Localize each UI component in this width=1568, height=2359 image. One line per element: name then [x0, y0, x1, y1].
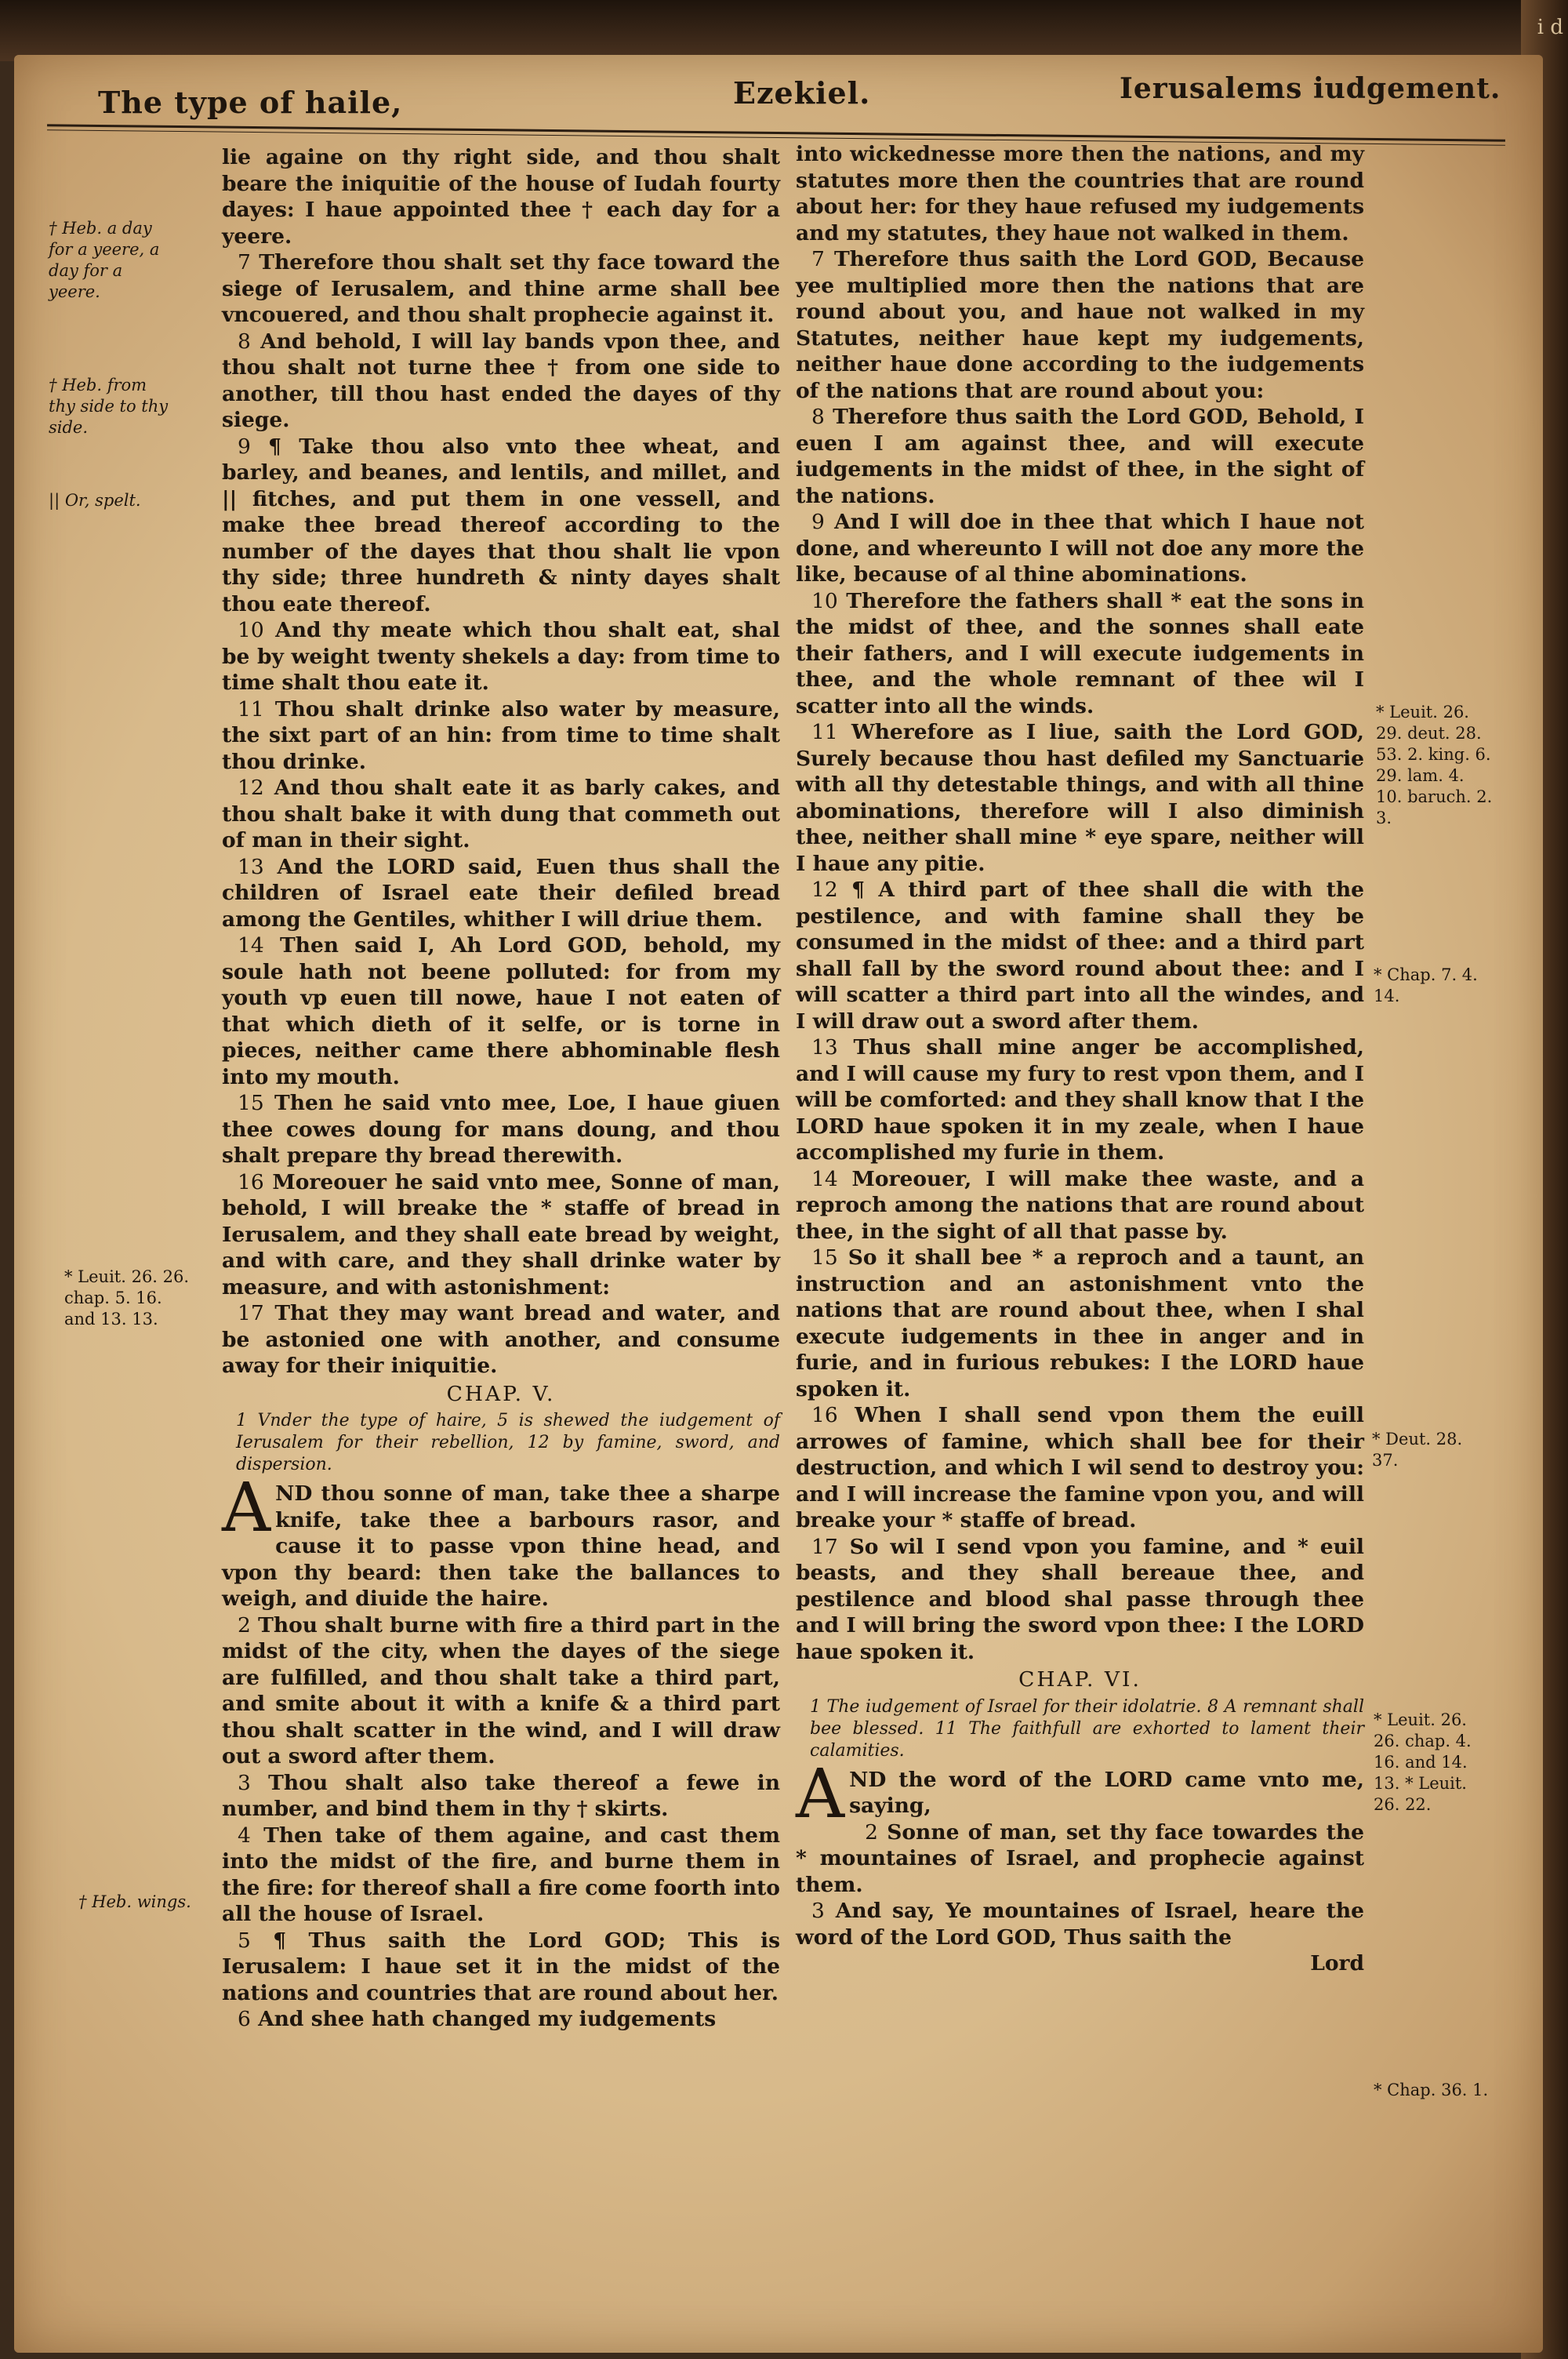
verse: 4 Then take of them againe, and cast them into the midst of the fire, and burne them in the fire: for thereof shall a fire come foorth into all the house of Israel. [222, 1823, 780, 1926]
verse: 12 And thou shalt eate it as barly cakes, and thou shalt bake it with dung that commeth out of man in their sight. [222, 776, 780, 852]
verse: 11 Wherefore as I liue, saith the Lord GOD, Surely because thou hast defiled my Sanctuarie with all thy detestable things, and with all thine abominations, therefore will I also diminish thee, neither shall mine * eye spare, neither will I haue any pitie. [796, 720, 1364, 876]
margin-note-left: † Heb. from thy side to thy side. [49, 376, 169, 437]
verse: 7 Therefore thou shalt set thy face toward the siege of Ierusalem, and thine arme shall bee vncouered, and thou shalt prophecie against it. [222, 250, 780, 327]
verse: 9 And I will doe in thee that which I haue not done, and whereunto I will not doe any more the like, because of al thine abominations. [796, 510, 1364, 587]
verse: 2 Sonne of man, set thy face towardes the * mountaines of Israel, and prophecie against them. [796, 1819, 1364, 1897]
verse: 15 So it shall bee * a reproch and a taunt, an instruction and an astonishment vnto the nations that are round about thee, when I shal execute iudgements in thee in anger and in furie, and in furious rebukes: I the LORD haue spoken it. [796, 1245, 1364, 1401]
header-left: The type of haile, [98, 85, 403, 120]
drop-cap: A [796, 1754, 845, 1834]
verse: 7 Therefore thus saith the Lord GOD, Because yee multiplied more then the nations that are round about you, and haue not walked in my Statutes, neither haue kept my iudgements, neither haue done according to the iudgements of the nations that are round about you: [796, 247, 1364, 403]
margin-note-right: * Leuit. 26. 29. deut. 28. 53. 2. king. 6. 29. lam. 4. 10. baruch. 2. 3. [1376, 703, 1493, 827]
verse: 13 Thus shall mine anger be accomplished, and I will cause my fury to rest vpon them, and I will be comforted: and they shall know that I the LORD haue spoken it in my zeale, when I haue accomplished my furie in them. [796, 1035, 1364, 1165]
edge-text: i d [1537, 16, 1563, 39]
verse: 12 ¶ A third part of thee shall die with the pestilence, and with famine shall they be consumed in the midst of thee: and a third part shall fall by the sword round about thee: and I will scatter a third part into all the windes, and I will draw out a sword after them. [796, 878, 1364, 1034]
verse: 14 Moreouer, I will make thee waste, and a reproch among the nations that are round about thee, in the sight of all that passe by. [796, 1166, 1364, 1244]
verse: 3 And say, Ye mountaines of Israel, heare the word of the Lord GOD, Thus saith the [796, 1899, 1364, 1950]
verse: 6 And shee hath changed my iudgements [238, 2007, 717, 2031]
verse: 14 Then said I, Ah Lord GOD, behold, my soule hath not beene polluted: for from my youth vp euen till nowe, haue I not eaten of that which dieth of it selfe, or is torne in pieces, neither came there abhominable flesh into my mouth. [222, 933, 780, 1089]
margin-note-left: † Heb. a day for a yeere, a day for a yeere. [49, 219, 160, 301]
verse: 8 And behold, I will lay bands vpon thee, and thou shalt not turne thee † from one side to another, till thou hast ended the dayes of thy siege. [222, 329, 780, 432]
margin-note-left: * Leuit. 26. 26. chap. 5. 16. and 13. 13. [64, 1267, 190, 1329]
verse: 17 That they may want bread and water, and be astonied one with another, and consume away for their iniquitie. [222, 1301, 781, 1378]
catchword: Lord [1310, 1951, 1364, 1976]
chapter-heading: CHAP. VI. [1018, 1667, 1142, 1692]
verse: 3 Thou shalt also take thereof a fewe in number, and bind them in thy † skirts. [222, 1770, 780, 1821]
chapter-summary: 1 The iudgement of Israel for their idolatrie. 8 A remnant shall bee blessed. 11 The faithfull are exhorted to lament their calamities. [810, 1696, 1364, 1761]
chapter-summary: 1 Vnder the type of haire, 5 is shewed the iudgement of Ierusalem for their rebellion, 12 by famine, sword, and dispersion. [236, 1411, 780, 1474]
margin-note-left: || Or, spelt. [49, 491, 141, 510]
verse: 15 Then he said vnto mee, Loe, I haue giuen thee cowes doung for mans doung, and thou shalt prepare thy bread therewith. [222, 1091, 780, 1168]
margin-note-right: * Chap. 7. 4. 14. [1374, 965, 1478, 1005]
verse: 8 Therefore thus saith the Lord GOD, Behold, I euen I am against thee, and will execute iudgements in the midst of thee, in the sight of the nations. [796, 405, 1364, 508]
verse: 5 ¶ Thus saith the Lord GOD; This is Ierusalem: I haue set it in the midst of the nations and countries that are round about her. [222, 1928, 780, 2005]
top-edge [0, 0, 1568, 61]
header-center: Ezekiel. [733, 75, 871, 111]
verse: 16 When I shall send vpon them the euill arrowes of famine, which shall bee for their destruction, and which I wil send to destroy you: and I will increase the famine vpon you, and will breake your * staffe of bread. [796, 1403, 1364, 1532]
right-intro: into wickednesse more then the nations, and my statutes more then the countries that are round about her: for they haue refused my iudgements and my statutes, they haue not walked in them. [796, 142, 1364, 245]
verse: 2 Thou shalt burne with fire a third part in the midst of the city, when the dayes of the siege are fulfilled, and thou shalt take a third part, and smite about it with a knife & a third part thou shalt scatter in the wind, and I will draw out a sword after them. [222, 1612, 780, 1768]
verse: 16 Moreouer he said vnto mee, Sonne of man, behold, I will breake the * staffe of bread in Ierusalem, and they shall eate bread by weight, and with care, and they shall drinke water by measure, and with astonishment: [222, 1169, 780, 1299]
verse: 17 So wil I send vpon you famine, and * euil beasts, and they shall bereaue thee, and pestilence and blood shal passe through thee and I will bring the sword vpon thee: I the LORD haue spoken it. [796, 1534, 1364, 1664]
chapter-first-verse: AND thou sonne of man, take thee a sharpe knife, take thee a barbours rasor, and cause it to passe vpon thine head, and vpon thy beard: then take the ballances to weigh, and diuide the haire. [222, 1469, 780, 1611]
left-intro: lie againe on thy right side, and thou shalt beare the iniquitie of the house of Iudah fourty dayes: I haue appointed thee † each day for a yeere. [222, 145, 780, 249]
drop-cap: A [222, 1469, 271, 1547]
margin-note-right: * Chap. 36. 1. [1374, 2081, 1489, 2099]
chapter-heading: CHAP. V. [446, 1381, 556, 1406]
margin-note-right: * Leuit. 26. 26. chap. 4. 16. and 14. 13. * Leuit. 26. 22. [1374, 1710, 1472, 1814]
verse: 9 ¶ Take thou also vnto thee wheat, and barley, and beanes, and lentils, and millet, and || fitches, and put them in one vessell, and make thee bread thereof according to the number of the dayes that thou shalt lie vpon thy side; three hundreth & ninty dayes shalt thou eate thereof. [222, 434, 780, 616]
verse: 11 Thou shalt drinke also water by measure, the sixt part of an hin: from time to time shalt thou drinke. [222, 696, 780, 774]
left-verses [222, 249, 780, 1379]
right-column [796, 138, 1364, 1977]
margin-note-left: † Heb. wings. [78, 1892, 191, 1911]
margin-note-right: * Deut. 28. 37. [1372, 1430, 1463, 1470]
verse: 10 Therefore the fathers shall * eat the sons in the midst of thee, and the sonnes shall eate their fathers, and I will execute iudgements in thee, and the whole remnant of thee wil I scatter into all the winds. [796, 588, 1364, 718]
chapter-first-verse: AND the word of the LORD came vnto me, saying, [796, 1754, 1364, 1834]
header-right: Ierusalems iudgement. [1120, 72, 1501, 105]
verse: 10 And thy meate which thou shalt eat, shal be by weight twenty shekels a day: from time to time shalt thou eate it. [222, 618, 780, 695]
verse: 13 And the LORD said, Euen thus shall the children of Israel eate their defiled bread among the Gentiles, whither I will driue them. [222, 854, 780, 932]
left-column [222, 141, 780, 2033]
